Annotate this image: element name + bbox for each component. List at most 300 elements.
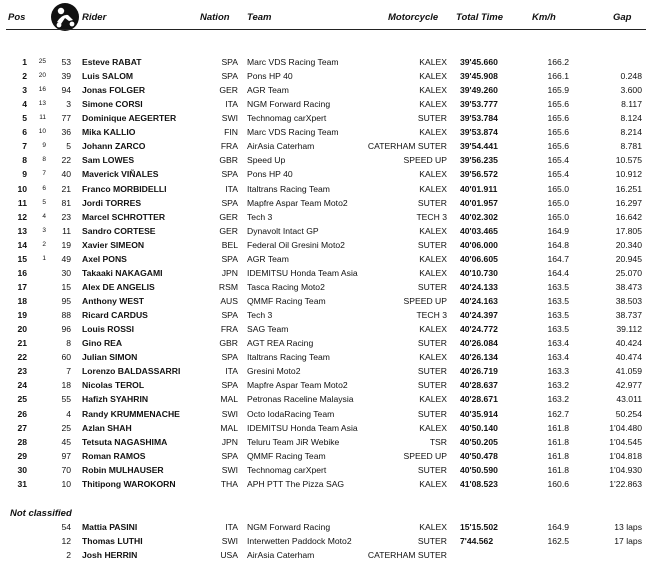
table-row xyxy=(0,451,652,462)
table-row xyxy=(0,57,652,68)
rider-name: Sandro CORTESE xyxy=(82,225,156,236)
table-row xyxy=(0,169,652,180)
rider-name: Jonas FOLGER xyxy=(82,85,146,96)
grid-position: 10 xyxy=(38,128,46,136)
gap: 42.977 xyxy=(615,380,642,391)
gap: 41.059 xyxy=(615,366,642,377)
motorcycle: SPEED UP xyxy=(403,296,447,307)
motorcycle: SUTER xyxy=(417,239,447,250)
table-row xyxy=(0,184,652,195)
grid-position: 6 xyxy=(42,184,46,192)
grid-position: 20 xyxy=(38,72,46,80)
table-row xyxy=(0,437,652,448)
gap: 40.424 xyxy=(615,338,642,349)
rider-number: 15 xyxy=(61,281,71,292)
gap: 17.805 xyxy=(615,225,642,236)
nation: GER xyxy=(219,85,238,96)
gap: 8.124 xyxy=(620,113,642,124)
motorcycle: KALEX xyxy=(419,422,447,433)
team-name: Federal Oil Gresini Moto2 xyxy=(247,239,345,250)
rider-name: Simone CORSI xyxy=(82,99,143,110)
rider-number: 49 xyxy=(61,253,71,264)
rider-number: 10 xyxy=(61,478,71,489)
rider-name: Louis ROSSI xyxy=(82,324,135,335)
rider-name: Azlan SHAH xyxy=(82,422,132,433)
header-kmh: Km/h xyxy=(532,12,556,23)
gap: 10.912 xyxy=(615,169,642,180)
rider-name: Nicolas TEROL xyxy=(82,380,145,391)
gap: 39.112 xyxy=(616,324,642,335)
table-row xyxy=(0,99,652,110)
speed-kmh: 163.5 xyxy=(547,281,569,292)
nation: ITA xyxy=(225,183,238,194)
table-row xyxy=(0,198,652,209)
team-name: IDEMITSU Honda Team Asia xyxy=(247,267,358,278)
rider-number: 95 xyxy=(61,296,71,307)
motorcycle: SUTER xyxy=(417,464,447,475)
table-row xyxy=(0,155,652,166)
team-name: IDEMITSU Honda Team Asia xyxy=(247,422,358,433)
speed-kmh: 163.5 xyxy=(547,296,569,307)
rider-name: Robin MULHAUSER xyxy=(82,464,164,475)
motorcycle: KALEX xyxy=(419,127,447,138)
team-name: Italtrans Racing Team xyxy=(247,352,330,363)
table-row xyxy=(0,550,652,561)
table-row xyxy=(0,226,652,237)
team-name: Technomag carXpert xyxy=(247,464,327,475)
speed-kmh: 166.2 xyxy=(547,57,569,67)
total-time: 40'50.205 xyxy=(460,436,498,447)
speed-kmh: 163.5 xyxy=(547,324,569,335)
speed-kmh: 165.0 xyxy=(547,183,569,194)
team-name: Speed Up xyxy=(247,155,286,166)
motorcycle: KALEX xyxy=(419,57,447,67)
position: 1 xyxy=(22,57,27,67)
speed-kmh: 163.3 xyxy=(547,366,569,377)
table-row xyxy=(0,394,652,405)
team-name: Marc VDS Racing Team xyxy=(247,127,339,138)
rider-number: 60 xyxy=(61,352,71,363)
nation: ITA xyxy=(225,99,238,110)
grid-position: 11 xyxy=(39,114,46,122)
total-time: 40'28.637 xyxy=(460,380,498,391)
nation: THA xyxy=(220,478,238,489)
total-time: 40'01.957 xyxy=(460,197,498,208)
motorcycle: KALEX xyxy=(419,85,447,96)
speed-kmh: 163.2 xyxy=(547,394,569,405)
team-name: Teluru Team JiR Webike xyxy=(247,436,340,447)
team-name: Octo IodaRacing Team xyxy=(247,408,335,419)
gap: 1'04.930 xyxy=(609,464,642,475)
gap: 25.070 xyxy=(615,267,642,278)
total-time: 40'06.605 xyxy=(460,253,498,264)
total-time: 40'26.719 xyxy=(460,366,498,377)
rider-number: 39 xyxy=(61,71,71,82)
position: 28 xyxy=(17,436,27,447)
table-row xyxy=(0,310,652,321)
table-row xyxy=(0,522,652,533)
team-name: Marc VDS Racing Team xyxy=(247,57,339,67)
speed-kmh: 163.2 xyxy=(547,380,569,391)
rider-number: 94 xyxy=(61,85,71,96)
grid-position: 7 xyxy=(42,170,46,178)
speed-kmh: 161.8 xyxy=(547,422,569,433)
team-name: AirAsia Caterham xyxy=(247,141,315,152)
position: 26 xyxy=(17,408,27,419)
position: 16 xyxy=(17,267,27,278)
rider-number: 23 xyxy=(61,211,71,222)
speed-kmh: 165.6 xyxy=(547,99,569,110)
total-time: 7'44.562 xyxy=(460,536,494,546)
motorcycle: CATERHAM SUTER xyxy=(367,141,447,152)
motorcycle: TECH 3 xyxy=(416,310,447,321)
rider-name: Dominique AEGERTER xyxy=(82,113,177,124)
rider-name: Ricard CARDUS xyxy=(82,310,148,321)
rider-number: 81 xyxy=(61,197,71,208)
total-time: 39'53.784 xyxy=(460,113,498,124)
total-time: 40'24.397 xyxy=(460,310,498,321)
header-team: Team xyxy=(247,12,272,23)
rider-name: Marcel SCHROTTER xyxy=(82,211,166,222)
team-name: Pons HP 40 xyxy=(247,71,293,82)
total-time: 39'53.874 xyxy=(460,127,498,138)
team-name: NGM Forward Racing xyxy=(247,99,331,110)
position: 9 xyxy=(22,169,27,180)
position: 30 xyxy=(17,464,27,475)
rider-number: 55 xyxy=(61,394,71,405)
motorcycle: SUTER xyxy=(417,197,447,208)
speed-kmh: 164.9 xyxy=(547,225,569,236)
team-name: NGM Forward Racing xyxy=(247,522,331,532)
rider-number: 45 xyxy=(61,436,71,447)
total-time: 40'24.163 xyxy=(460,296,498,307)
header-divider xyxy=(6,29,646,30)
table-row xyxy=(0,352,652,363)
speed-kmh: 164.8 xyxy=(547,239,569,250)
rider-number: 54 xyxy=(61,522,71,532)
nation: ITA xyxy=(225,522,238,532)
grid-position: 5 xyxy=(42,198,46,206)
rider-number: 70 xyxy=(61,464,71,475)
position: 12 xyxy=(17,211,27,222)
header-motorcycle: Motorcycle xyxy=(388,12,439,23)
motorcycle: KALEX xyxy=(419,324,447,335)
nation: FRA xyxy=(220,324,238,335)
rider-name: Anthony WEST xyxy=(82,296,145,307)
header-nation: Nation xyxy=(200,12,230,23)
team-name: Interwetten Paddock Moto2 xyxy=(247,536,352,546)
motorcycle: SUTER xyxy=(417,408,447,419)
motorcycle: KALEX xyxy=(419,253,447,264)
rider-number: 18 xyxy=(61,380,71,391)
team-name: Gresini Moto2 xyxy=(247,366,301,377)
speed-kmh: 162.5 xyxy=(547,536,569,546)
rider-name: Axel PONS xyxy=(82,253,127,264)
team-name: Tech 3 xyxy=(247,211,273,222)
gap: 17 laps xyxy=(614,536,642,546)
rider-number: 21 xyxy=(61,183,71,194)
nation: GBR xyxy=(219,338,238,349)
grid-position: 1 xyxy=(42,254,46,262)
position: 2 xyxy=(22,71,27,82)
speed-kmh: 165.0 xyxy=(547,197,569,208)
position: 17 xyxy=(17,281,27,292)
grid-position: 2 xyxy=(42,240,46,248)
speed-kmh: 165.0 xyxy=(547,211,569,222)
speed-kmh: 165.6 xyxy=(547,113,569,124)
table-row xyxy=(0,282,652,293)
motorcycle: SUTER xyxy=(417,536,447,546)
motorcycle: KALEX xyxy=(419,225,447,236)
position: 15 xyxy=(17,253,27,264)
speed-kmh: 162.7 xyxy=(547,408,569,419)
rider-name: Xavier SIMEON xyxy=(82,239,145,250)
total-time: 40'01.911 xyxy=(460,183,498,194)
table-row xyxy=(0,127,652,138)
rider-name: Lorenzo BALDASSARRI xyxy=(82,366,181,377)
motorcycle: SUTER xyxy=(417,281,447,292)
motorcycle: SUTER xyxy=(417,366,447,377)
motorcycle: KALEX xyxy=(419,169,447,180)
table-row xyxy=(0,536,652,547)
speed-kmh: 163.4 xyxy=(547,352,569,363)
rider-name: Thitipong WAROKORN xyxy=(82,478,176,489)
rider-number: 97 xyxy=(61,450,71,461)
gap: 1'04.545 xyxy=(609,436,642,447)
nation: SPA xyxy=(221,352,238,363)
total-time: 39'56.235 xyxy=(460,155,498,166)
gap: 38.737 xyxy=(615,310,642,321)
position: 13 xyxy=(17,225,27,236)
rider-name: Josh HERRIN xyxy=(82,550,138,560)
rider-name: Thomas LUTHI xyxy=(82,536,143,546)
rider-number: 5 xyxy=(66,141,71,152)
nation: SPA xyxy=(221,169,238,180)
rider-name: Julian SIMON xyxy=(82,352,138,363)
grid-position: 9 xyxy=(42,142,46,150)
gap: 38.503 xyxy=(615,296,642,307)
table-row xyxy=(0,71,652,82)
position: 22 xyxy=(17,352,27,363)
total-time: 40'06.000 xyxy=(460,239,498,250)
nation: SPA xyxy=(221,197,238,208)
position: 21 xyxy=(17,338,27,349)
total-time: 40'50.590 xyxy=(460,464,498,475)
team-name: Tasca Racing Moto2 xyxy=(247,281,325,292)
nation: SWI xyxy=(221,408,238,419)
team-name: Technomag carXpert xyxy=(247,113,327,124)
header-gap: Gap xyxy=(613,12,632,23)
team-name: Dynavolt Intact GP xyxy=(247,225,319,236)
nation: MAL xyxy=(220,394,238,405)
rider-name: Mika KALLIO xyxy=(82,127,136,138)
speed-kmh: 161.8 xyxy=(547,464,569,475)
nation: SWI xyxy=(221,113,238,124)
gap: 1'22.863 xyxy=(609,478,642,489)
motorcycle: TECH 3 xyxy=(416,211,447,222)
table-row xyxy=(0,423,652,434)
total-time: 40'24.133 xyxy=(460,281,498,292)
nation: SPA xyxy=(221,71,238,82)
total-time: 40'24.772 xyxy=(460,324,498,335)
team-name: Mapfre Aspar Team Moto2 xyxy=(247,197,348,208)
table-row xyxy=(0,479,652,490)
nation: SPA xyxy=(221,310,238,321)
total-time: 40'10.730 xyxy=(460,267,498,278)
nation: RSM xyxy=(218,281,238,292)
gap: 3.600 xyxy=(620,85,642,96)
rider-number: 77 xyxy=(61,113,71,124)
rider-number: 30 xyxy=(61,267,71,278)
gap: 16.297 xyxy=(615,197,642,208)
nation: SPA xyxy=(221,380,238,391)
gap: 50.254 xyxy=(615,408,642,419)
rider-number: 8 xyxy=(66,338,71,349)
gap: 8.214 xyxy=(620,127,642,138)
nation: ITA xyxy=(225,366,238,377)
total-time: 40'26.084 xyxy=(460,338,498,349)
motorcycle: KALEX xyxy=(419,394,447,405)
position: 4 xyxy=(22,99,27,110)
rider-name: Roman RAMOS xyxy=(82,450,146,461)
gap: 20.945 xyxy=(615,253,642,264)
team-name: AGR Team xyxy=(247,85,289,96)
position: 7 xyxy=(22,141,27,152)
motorcycle: SPEED UP xyxy=(403,450,447,461)
total-time: 39'45.908 xyxy=(460,71,498,82)
motorcycle: SUTER xyxy=(417,113,447,124)
total-time: 39'56.572 xyxy=(460,169,498,180)
speed-kmh: 163.4 xyxy=(547,338,569,349)
rider-number: 22 xyxy=(61,155,71,166)
motorcycle-rider-icon xyxy=(50,2,80,32)
team-name: Pons HP 40 xyxy=(247,169,293,180)
position: 8 xyxy=(22,155,27,166)
nation: JPN xyxy=(221,267,238,278)
position: 6 xyxy=(22,127,27,138)
gap: 0.248 xyxy=(620,71,642,82)
grid-position: 13 xyxy=(38,100,46,108)
table-row xyxy=(0,366,652,377)
nation: USA xyxy=(220,550,238,560)
nation: FRA xyxy=(220,141,238,152)
position: 24 xyxy=(17,380,27,391)
team-name: AirAsia Caterham xyxy=(247,550,315,560)
position: 11 xyxy=(17,197,27,208)
rider-name: Hafizh SYAHRIN xyxy=(82,394,149,405)
gap: 1'04.818 xyxy=(609,450,642,461)
gap: 10.575 xyxy=(615,155,642,166)
position: 23 xyxy=(17,366,27,377)
gap: 40.474 xyxy=(615,352,642,363)
header-rider: Rider xyxy=(82,12,107,23)
rider-number: 25 xyxy=(61,422,71,433)
nation: SPA xyxy=(221,57,238,67)
not-classified-heading: Not classified xyxy=(10,508,72,519)
rider-number: 11 xyxy=(62,225,71,236)
rider-number: 96 xyxy=(61,324,71,335)
motorcycle: KALEX xyxy=(419,522,447,532)
nation: GER xyxy=(219,225,238,236)
gap: 38.473 xyxy=(615,281,642,292)
speed-kmh: 165.6 xyxy=(547,127,569,138)
total-time: 41'08.523 xyxy=(460,478,498,489)
rider-number: 36 xyxy=(61,127,71,138)
position: 19 xyxy=(17,310,27,321)
rider-name: Luis SALOM xyxy=(82,71,134,82)
speed-kmh: 165.4 xyxy=(547,169,569,180)
table-row xyxy=(0,141,652,152)
rider-number: 2 xyxy=(66,550,71,560)
rider-name: Randy KRUMMENACHE xyxy=(82,408,180,419)
nation: AUS xyxy=(220,296,238,307)
grid-position: 3 xyxy=(42,226,46,234)
speed-kmh: 165.9 xyxy=(547,85,569,96)
motorcycle: KALEX xyxy=(419,352,447,363)
motorcycle: TSR xyxy=(429,436,447,447)
team-name: APH PTT The Pizza SAG xyxy=(247,478,345,489)
gap: 43.011 xyxy=(616,394,642,405)
rider-name: Esteve RABAT xyxy=(82,57,142,67)
position: 29 xyxy=(17,450,27,461)
motorcycle: SUTER xyxy=(417,338,447,349)
table-row xyxy=(0,268,652,279)
speed-kmh: 165.4 xyxy=(547,155,569,166)
total-time: 39'49.260 xyxy=(460,85,498,96)
motorcycle: KALEX xyxy=(419,71,447,82)
nation: FIN xyxy=(224,127,238,138)
speed-kmh: 160.6 xyxy=(547,478,569,489)
speed-kmh: 166.1 xyxy=(547,71,569,82)
total-time: 40'35.914 xyxy=(460,408,498,419)
speed-kmh: 164.4 xyxy=(547,267,569,278)
total-time: 40'02.302 xyxy=(460,211,498,222)
gap: 20.340 xyxy=(615,239,642,250)
table-row xyxy=(0,296,652,307)
nation: SPA xyxy=(221,253,238,264)
table-row xyxy=(0,409,652,420)
nation: JPN xyxy=(221,436,238,447)
grid-position: 4 xyxy=(42,212,46,220)
gap: 1'04.480 xyxy=(609,422,642,433)
nation: SPA xyxy=(221,450,238,461)
nation: MAL xyxy=(220,422,238,433)
table-row xyxy=(0,338,652,349)
total-time: 40'50.140 xyxy=(460,422,498,433)
header-total-time: Total Time xyxy=(456,12,503,23)
rider-number: 4 xyxy=(66,408,71,419)
table-row xyxy=(0,113,652,124)
total-time: 39'53.777 xyxy=(460,99,498,110)
speed-kmh: 163.5 xyxy=(547,310,569,321)
position: 27 xyxy=(17,422,27,433)
speed-kmh: 161.8 xyxy=(547,450,569,461)
position: 31 xyxy=(17,478,27,489)
position: 5 xyxy=(22,113,27,124)
table-row xyxy=(0,465,652,476)
gap: 8.117 xyxy=(621,99,642,110)
rider-name: Franco MORBIDELLI xyxy=(82,183,167,194)
speed-kmh: 164.9 xyxy=(547,522,569,532)
position: 10 xyxy=(17,183,27,194)
nation: BEL xyxy=(221,239,238,250)
total-time: 40'50.478 xyxy=(460,450,498,461)
position: 20 xyxy=(17,324,27,335)
motorcycle: KALEX xyxy=(419,99,447,110)
total-time: 40'26.134 xyxy=(460,352,498,363)
position: 14 xyxy=(17,239,27,250)
rider-name: Mattia PASINI xyxy=(82,522,138,532)
